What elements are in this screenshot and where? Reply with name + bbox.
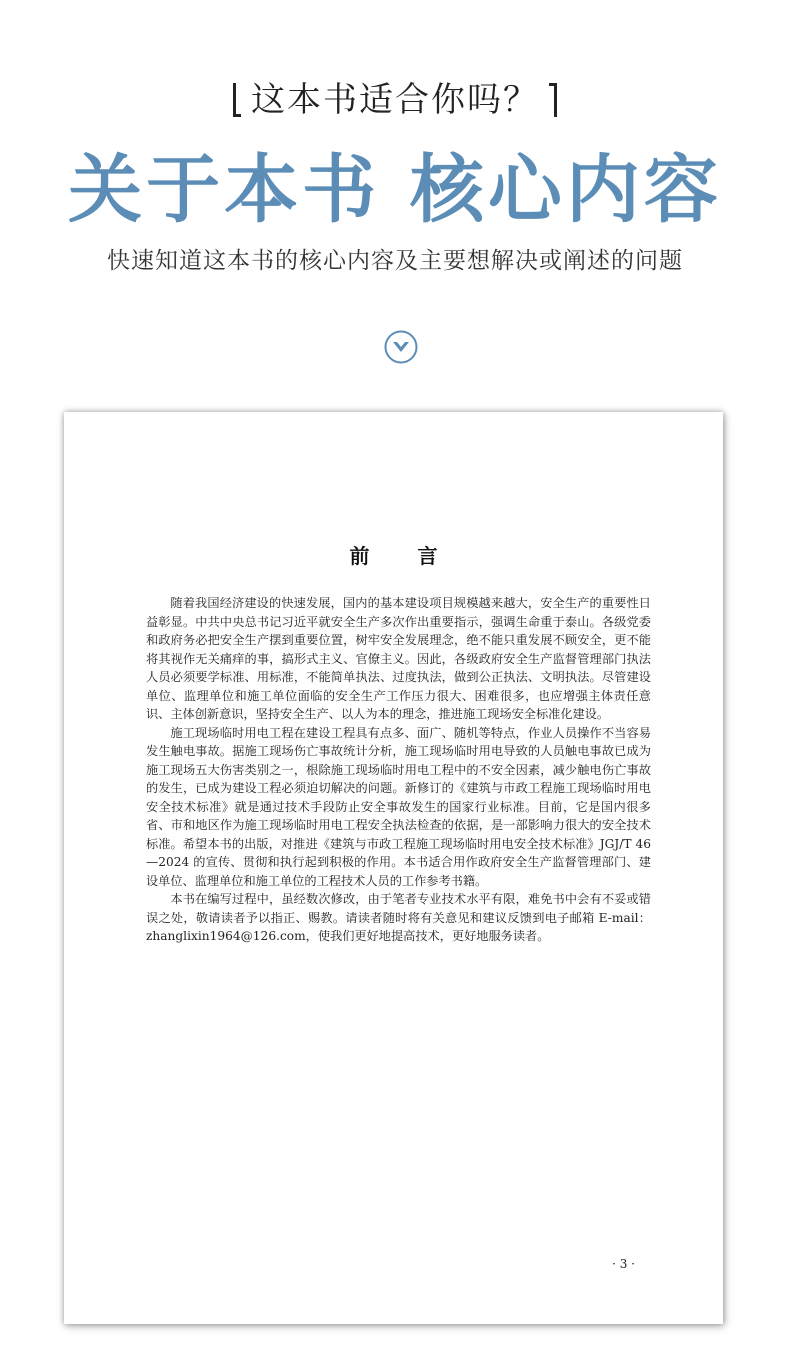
header-question: 这本书适合你吗？ xyxy=(251,80,539,120)
document-body xyxy=(146,594,651,946)
document-title: 前言 xyxy=(349,544,486,568)
paragraph-3: 本书在编写过程中，虽经数次修改，由于笔者专业技术水平有限，难免书中会有不妥或错误之处，敬请读者予以指正、赐教。请读者随时将有关意见和建议反馈到电子邮箱 E-mail：zhanglixin1964@126.com，使我们更好地提高技术，更好地服务读者。 xyxy=(146,892,651,943)
paragraph-1: 随着我国经济建设的快速发展，国内的基本建设项目规模越来越大，安全生产的重要性日益彰显。中共中央总书记习近平就安全生产多次作出重要指示，强调生命重于泰山。各级党委和政府务必把安全生产摆到重要位置，树牢安全发展理念，绝不能只重发展不顾安全，更不能将其视作无关痛痒的事，搞形式主义、官僚主义。因此，各级政府安全生产监督管理部门执法人员必须要学标准、用标准，不能简单执法、过度执法，做到公正执法、文明执法。尽管建设单位、监理单位和施工单位面临的安全生产工作压力很大、困难很多，也应增强主体责任意识、主体创新意识，坚持安全生产、以人为本的理念，推进施工现场安全标准化建设。 xyxy=(146,596,651,721)
subtitle: 快速知道这本书的核心内容及主要想解决或阐述的问题 xyxy=(107,248,683,274)
right-bracket-icon xyxy=(549,83,557,117)
chevron-down-circle-icon xyxy=(383,329,419,365)
main-title: 关于本书 核心内容 xyxy=(68,147,722,233)
header-question-row xyxy=(0,78,790,122)
book-page xyxy=(64,412,723,1324)
paragraph-2: 施工现场临时用电工程在建设工程具有点多、面广、随机等特点，作业人员操作不当容易发生触电事故。据施工现场伤亡事故统计分析，施工现场临时用电导致的人员触电事故已成为施工现场五大伤害类别之一，根除施工现场临时用电工程中的不安全因素，减少触电伤亡事故的发生，已成为建设工程必须迫切解决的问题。新修订的《建筑与市政工程施工现场临时用电安全技术标准》就是通过技术手段防止安全事故发生的国家行业标准。目前，它是国内很多省、市和地区作为施工现场临时用电工程安全执法检查的依据，是一部影响力很大的安全技术标准。希望本书的出版，对推进《建筑与市政工程施工现场临时用电安全技术标准》JGJ/T 46—2024 的宣传、贯彻和执行起到积极的作用。本书适合用作政府安全生产监督管理部门、建设单位、监理单位和施工单位的工程技术人员的工作参考书籍。 xyxy=(146,725,651,888)
page-number: · 3 · xyxy=(612,1257,635,1271)
left-bracket-icon xyxy=(233,83,241,117)
